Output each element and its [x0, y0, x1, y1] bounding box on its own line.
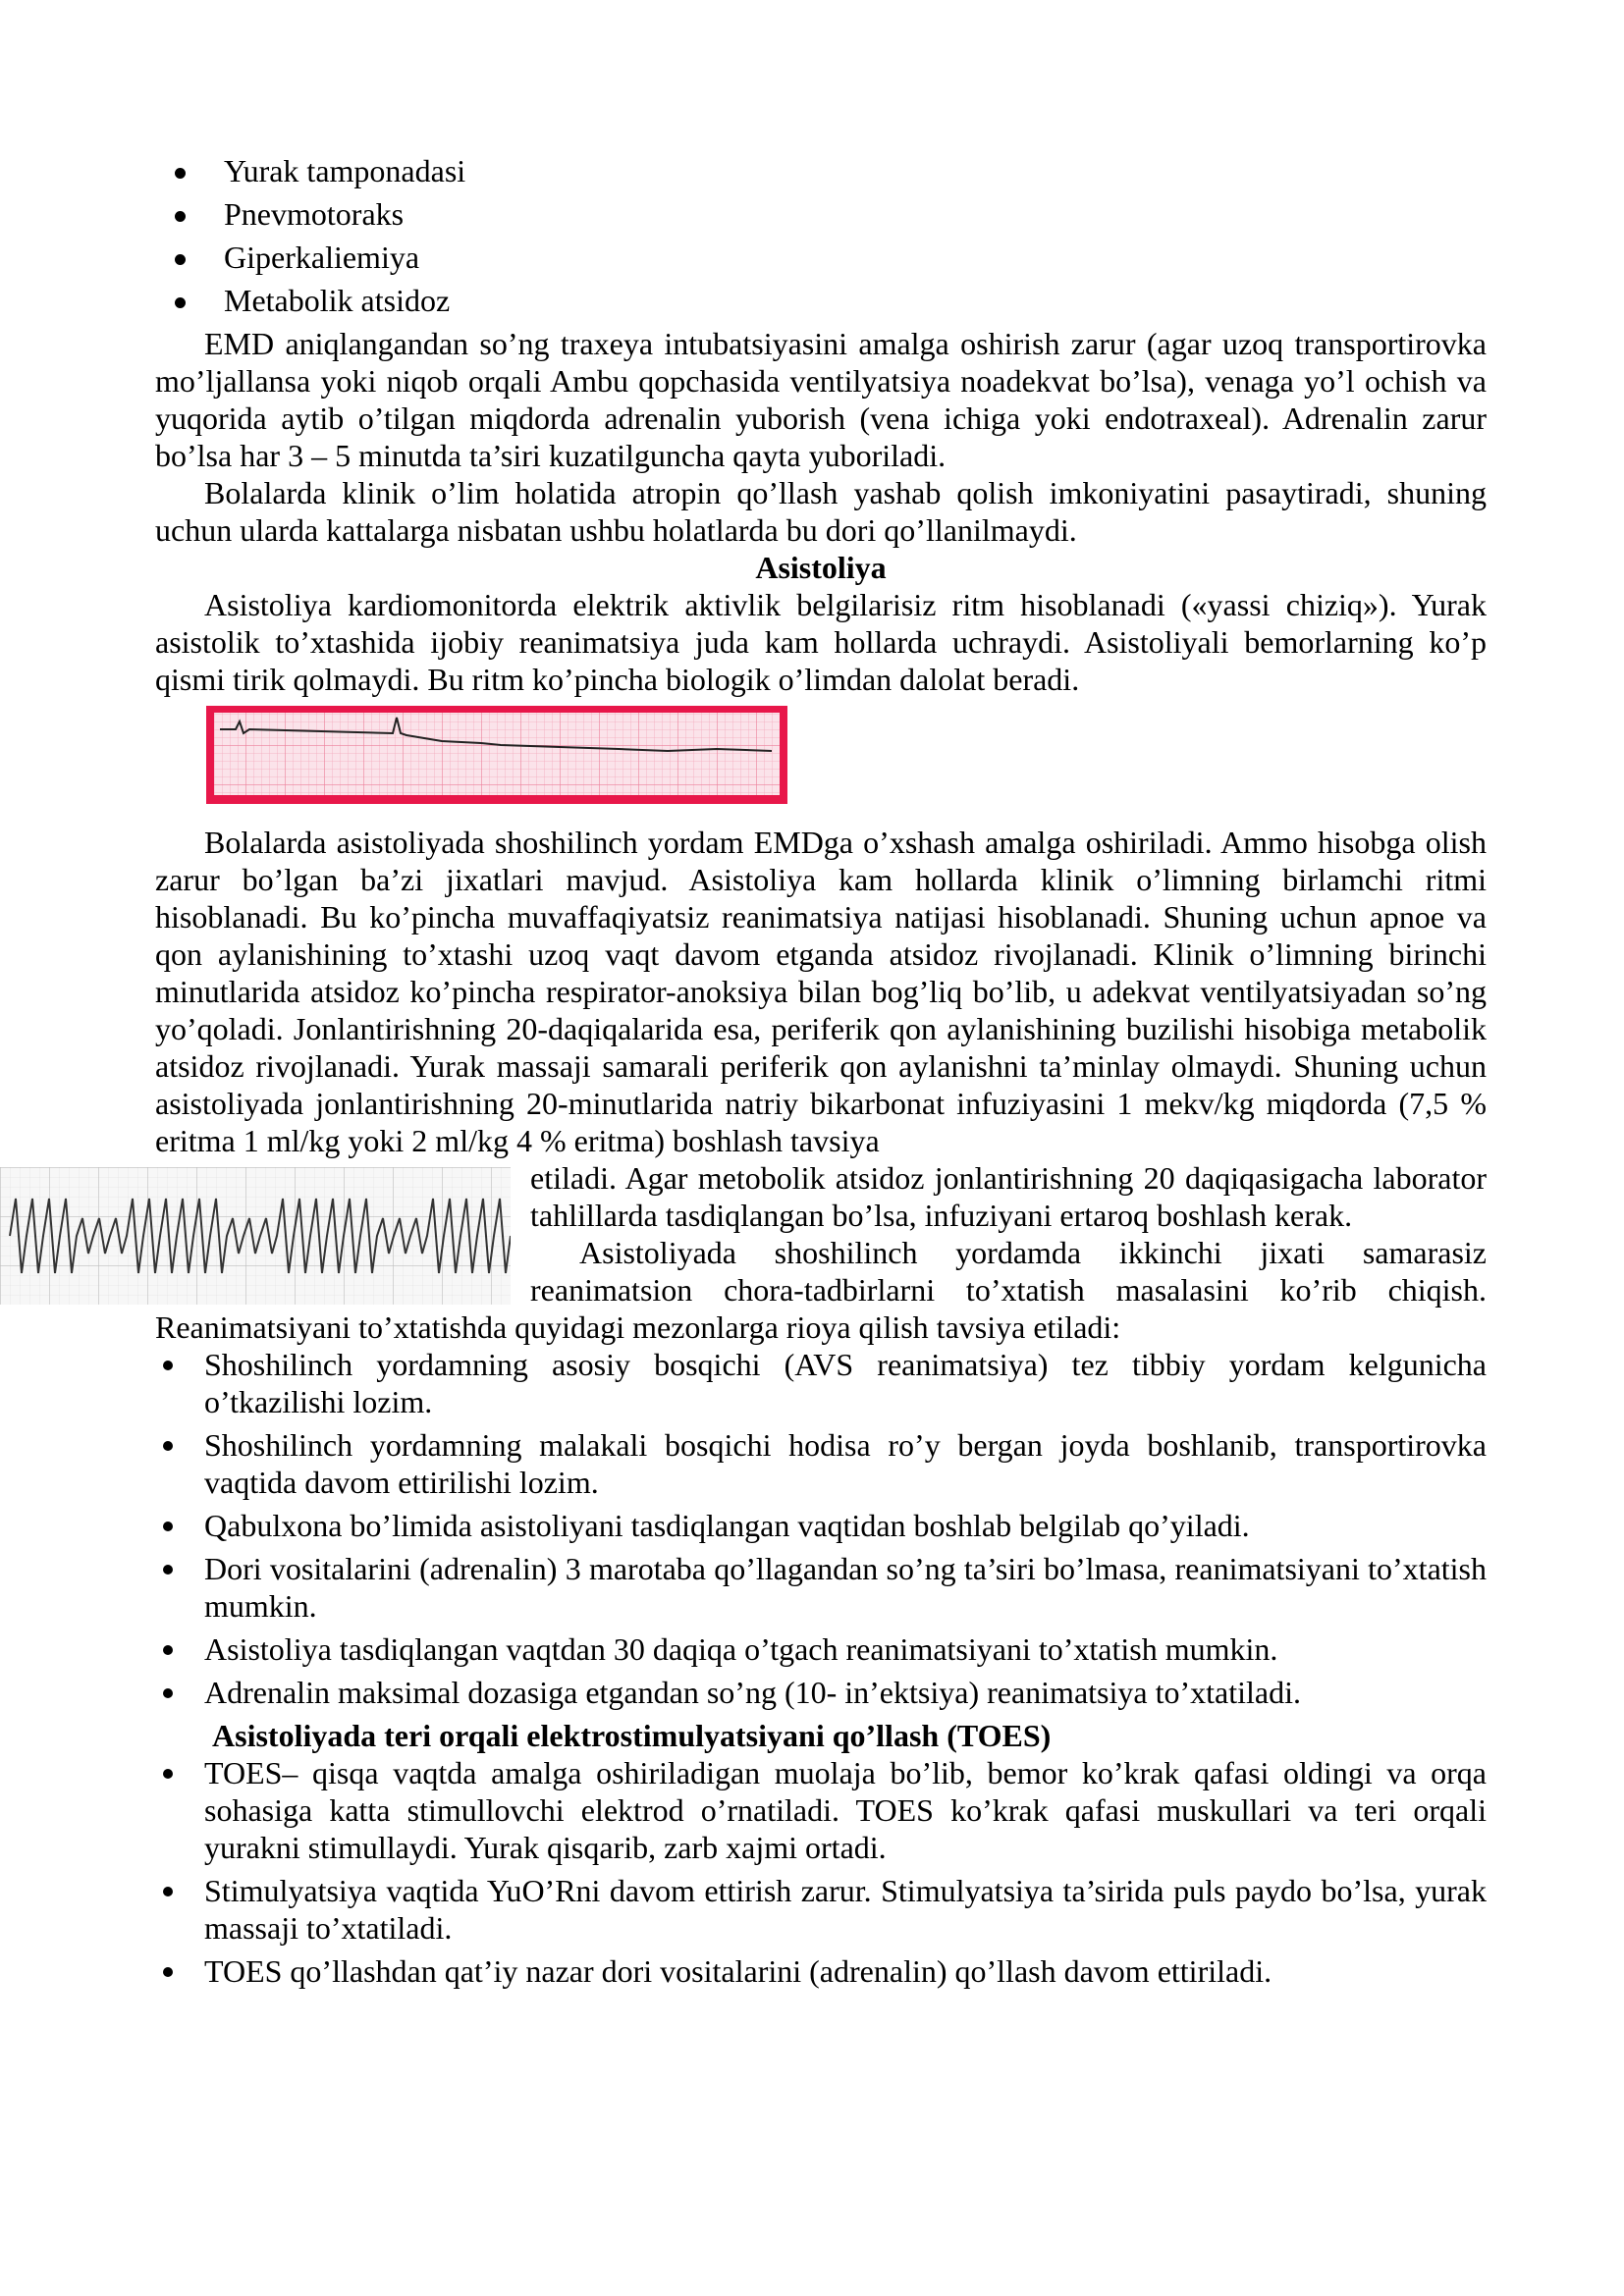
heading-asistoliya: Asistoliya: [755, 550, 887, 585]
list-item: Qabulxona bo’limida asistoliyani tasdiqlangan vaqtidan boshlab belgilab qo’yiladi.: [155, 1507, 1487, 1544]
paragraph-emd: EMD aniqlangandan so’ng traxeya intubatsiyasini amalga oshirish zarur (agar uzoq transportirovka mo’ljallansa yoki niqob orqali Ambu qopchasida ventilyatsiya noadekvat bo’lsa), venaga yo’l ochish va yuqorida aytib o’tilgan miqdorda adrenalin yuborish (vena ichiga yoki endotraxeal). Adrenalin zarur bo’lsa har 3 – 5 minutda ta’siri kuzatilguncha qayta yuboriladi.: [155, 326, 1487, 473]
paragraph-atropin: Bolalarda klinik o’lim holatida atropin qo’llash yashab qolish imkoniyatini pasaytiradi, shuning uchun ularda kattalarga nisbatan ushbu holatlarda bu dori qo’llanilmaydi.: [155, 475, 1487, 548]
paragraph-bolalarda: Bolalarda asistoliyada shoshilinch yordam EMDga o’xshash amalga oshiriladi. Ammo hisobga olish zarur bo’lgan ba’zi jixatlari mavjud. Asistoliya kam hollarda klinik o’limning birlamchi ritmi hisoblanadi. Bu ko’pincha muvaffaqiyatsiz reanimatsiya natijasi hisoblanadi. Shuning uchun apnoe va qon aylanishining to’xtashi uzoq vaqt davom etganda atsidoz rivojlanadi. Klinik o’limning birinchi minutlarida atsidoz ko’pincha respirator-anoksiya bilan bog’liq bo’lib, u adekvat ventilyatsiyadan so’ng yo’qoladi. Jonlantirishning 20-daqiqalarida esa, periferik qon aylanishining buzilishi hisobiga metabolik atsidoz rivojlanadi. Yurak massaji samarali periferik qon aylanishni ta’minlay olmaydi. Shuning uchun asistoliyada jonlantirishning 20-minutlarida natriy bikarbonat infuziyasini 1 mekv/kg miqdorda (7,5 % eritma 1 ml/kg yoki 2 ml/kg 4 % eritma) boshlash tavsiya: [155, 825, 1487, 1158]
list-item: Giperkaliemiya: [155, 239, 1487, 282]
ecg-asystole-image: [206, 706, 787, 804]
list-item: Dori vositalarini (adrenalin) 3 marotaba qo’llagandan so’ng ta’siri bo’lmasa, reanimatsiyani to’xtatish mumkin.: [155, 1550, 1487, 1625]
bullet-icon: [163, 1887, 173, 1896]
paragraph-etiladi: etiladi. Agar metobolik atsidoz jonlantirishning 20 daqiqasigacha laborator tahlillarda tasdiqlangan bo’lsa, infuziyani ertaroq boshlash kerak.: [530, 1160, 1487, 1233]
list-item: Stimulyatsiya vaqtida YuO’Rni davom ettirish zarur. Stimulyatsiya ta’sirida puls paydo bo’lsa, yurak massaji to’xtatiladi.: [155, 1872, 1487, 1947]
bullet-icon: [163, 1441, 173, 1451]
list-item: TOES– qisqa vaqtda amalga oshiriladigan muolaja bo’lib, bemor ko’krak qafasi oldingi va orqa sohasiga katta stimullovchi elektrod o’rnatiladi. TOES ko’krak qafasi muskullari va teri orqali yurakni stimullaydi. Yurak qisqarib, zarb xajmi ortadi.: [155, 1754, 1487, 1866]
bullet-icon: [175, 254, 186, 265]
list-item: Shoshilinch yordamning asosiy bosqichi (AVS reanimatsiya) tez tibbiy yordam kelgunicha o’tkazilishi lozim.: [155, 1346, 1487, 1420]
list-item: Adrenalin maksimal dozasiga etgandan so’ng (10- in’ektsiya) reanimatsiya to’xtatiladi.: [155, 1674, 1487, 1711]
cause-list: [155, 152, 1487, 325]
bullet-icon: [163, 1645, 173, 1655]
bullet-icon: [163, 1361, 173, 1370]
bullet-icon: [163, 1522, 173, 1531]
criteria-list: [155, 1346, 1487, 1711]
document-page: [155, 152, 1487, 1996]
list-item: Metabolik atsidoz: [155, 282, 1487, 325]
bullet-icon: [163, 1769, 173, 1779]
list-item: Shoshilinch yordamning malakali bosqichi hodisa ro’y bergan joyda boshlanib, transportirovka vaqtida davom ettirilishi lozim.: [155, 1426, 1487, 1501]
bullet-icon: [163, 1688, 173, 1698]
bullet-icon: [163, 1565, 173, 1575]
list-item: TOES qo’llashdan qat’iy nazar dori vositalarini (adrenalin) qo’llash davom ettiriladi.: [155, 1952, 1487, 1990]
list-item: Asistoliya tasdiqlangan vaqtdan 30 daqiqa o’tgach reanimatsiyani to’xtatish mumkin.: [155, 1630, 1487, 1668]
bullet-icon: [163, 1967, 173, 1977]
bullet-icon: [175, 297, 186, 308]
ecg-fibrillation-image: [0, 1167, 511, 1305]
paragraph-ikkinchi: Asistoliyada shoshilinch yordamda ikkinchi jixati samarasiz reanimatsion chora-tadbirlarni to’xtatish masalasini ko’rib chiqish. Reanimatsiyani to’xtatishda quyidagi mezonlarga rioya qilish tavsiya etiladi:: [155, 1235, 1487, 1345]
bullet-icon: [175, 168, 186, 179]
heading-toes: Asistoliyada teri orqali elektrostimulyatsiyani qo’llash (TOES): [212, 1718, 1052, 1753]
toes-list: [155, 1754, 1487, 1990]
bullet-icon: [175, 211, 186, 222]
list-item: Pnevmotoraks: [155, 195, 1487, 239]
paragraph-asistoliya: Asistoliya kardiomonitorda elektrik aktivlik belgilarisiz ritm hisoblanadi («yassi chiziq»). Yurak asistolik to’xtashida ijobiy reanimatsiya juda kam hollarda uchraydi. Asistoliyali bemorlarning ko’p qismi tirik qolmaydi. Bu ritm ko’pincha biologik o’limdan dalolat beradi.: [155, 587, 1487, 697]
list-item: Yurak tamponadasi: [155, 152, 1487, 195]
